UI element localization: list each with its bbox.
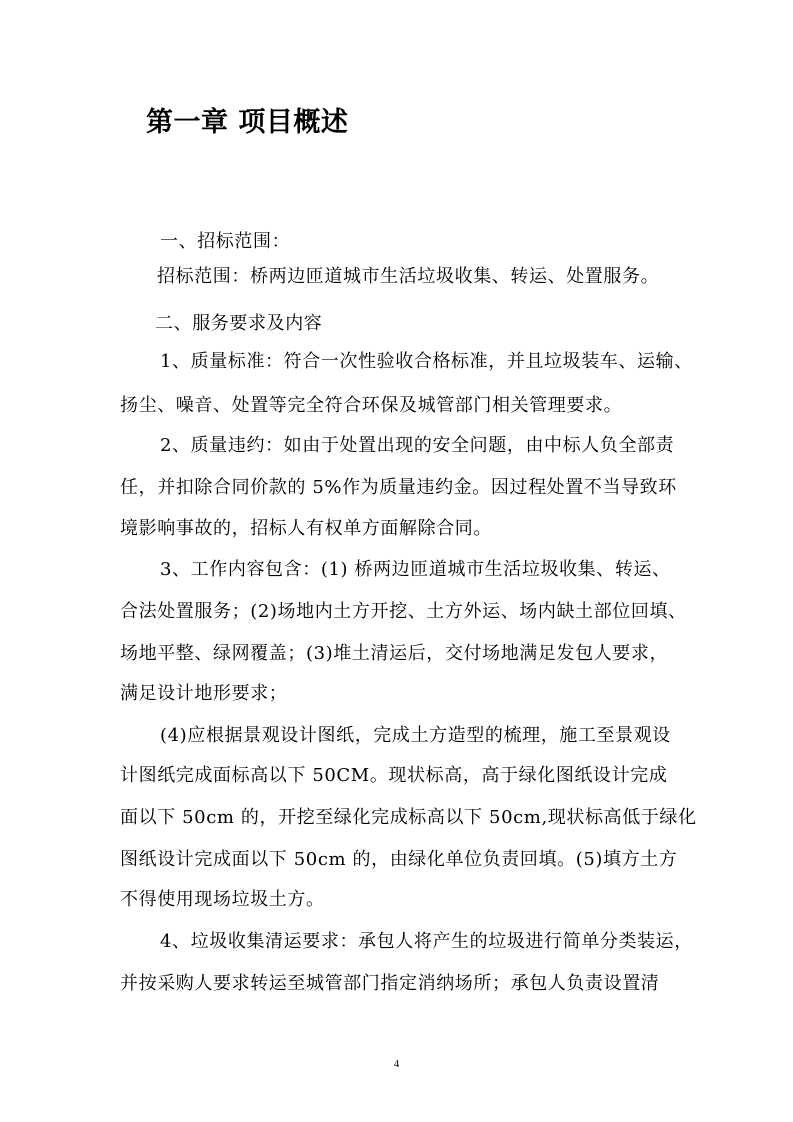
paragraph-line: 4、垃圾收集清运要求：承包人将产生的垃圾进行简单分类装运， (160, 931, 693, 952)
page-number: 4 (393, 1058, 400, 1070)
paragraph-line: 2、质量违约：如由于处置出现的安全问题，由中标人负全部责 (160, 435, 675, 456)
chapter-title: 第一章 项目概述 (146, 107, 349, 138)
paragraph-line: 面以下 50cm 的，开挖至绿化完成标高以下 50cm,现状标高低于绿化 (120, 807, 697, 828)
section-heading-service-requirements: 二、服务要求及内容 (155, 313, 323, 334)
paragraph-line: 满足设计地形要求； (120, 683, 288, 704)
paragraph-line: 招标范围：桥两边匝道城市生活垃圾收集、转运、处置服务。 (157, 266, 660, 287)
paragraph-line: 场地平整、绿网覆盖；(3)堆土清运后，交付场地满足发包人要求， (120, 643, 669, 664)
paragraph-line: 任，并扣除合同价款的 5%作为质量违约金。因过程处置不当导致环 (120, 477, 677, 498)
paragraph-line: 扬尘、噪音、处置等完全符合环保及城管部门相关管理要求。 (120, 395, 623, 416)
paragraph-line: 计图纸完成面标高以下 50CM。现状标高，高于绿化图纸设计完成 (120, 765, 668, 786)
paragraph-line: (4)应根据景观设计图纸，完成土方造型的梳理，施工至景观设 (160, 725, 671, 746)
paragraph-line: 并按采购人要求转运至城管部门指定消纳场所；承包人负责设置清 (120, 973, 660, 994)
paragraph-line: 图纸设计完成面以下 50cm 的，由绿化单位负责回填。(5)填方土方 (120, 849, 678, 870)
paragraph-line: 合法处置服务；(2)场地内土方开挖、土方外运、场内缺土部位回填、 (120, 601, 687, 622)
paragraph-line: 3、工作内容包含：(1) 桥两边匝道城市生活垃圾收集、转运、 (160, 559, 671, 580)
section-heading-bidding-scope: 一、招标范围： (160, 231, 291, 252)
paragraph-line: 境影响事故的，招标人有权单方面解除合同。 (120, 518, 492, 539)
paragraph-line: 不得使用现场垃圾土方。 (120, 889, 325, 910)
paragraph-line: 1、质量标准：符合一次性验收合格标准，并且垃圾装车、运输、 (160, 351, 693, 372)
